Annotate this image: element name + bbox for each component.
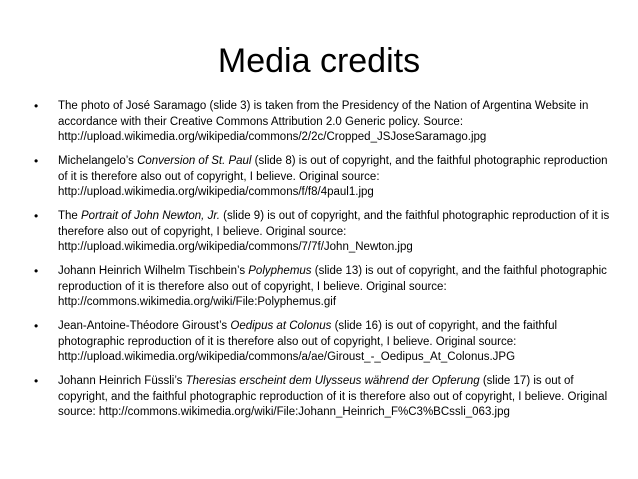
credits-list bbox=[34, 99, 614, 429]
credit-item bbox=[34, 209, 614, 256]
credit-text bbox=[58, 264, 614, 311]
credit-text bbox=[58, 209, 614, 256]
credit-item bbox=[34, 264, 614, 311]
credit-text-segment: (slide 8) is out of copyright, and the faithful photographic reproduction of it is therefore also out of copyright, I believe. Original source: http://upload.wikimedia.org/wikipedia/commons/f/f8/4paul1.jpg bbox=[58, 155, 608, 198]
credit-text-segment: (slide 17) is out of copyright, and the faithful photographic reproduction of it is therefore also out of copyright, I believe. Original source: http://commons.wikimedia.org/wiki/File:Johann_Heinrich_F%C3%BCssli_063.jpg bbox=[58, 375, 608, 418]
credit-text bbox=[58, 154, 614, 201]
credit-text bbox=[58, 319, 614, 366]
bullet-icon: • bbox=[34, 264, 39, 278]
credit-text bbox=[58, 374, 614, 421]
credit-item bbox=[34, 319, 614, 366]
credit-text-segment: The bbox=[58, 210, 82, 222]
credit-text-segment: (slide 9) is out of copyright, and the faithful photographic reproduction of it is therefore also out of copyright, I believe. Original source: http://upload.wikimedia.org/wikipedia/commons/7/7f/John_Newton.jpg bbox=[58, 210, 610, 253]
credit-text-segment: Jean-Antoine-Théodore Giroust’s bbox=[58, 320, 231, 332]
bullet-icon: • bbox=[34, 374, 39, 388]
credit-item bbox=[34, 99, 614, 146]
bullet-icon: • bbox=[34, 209, 39, 223]
bullet-icon: • bbox=[34, 99, 39, 113]
bullet-icon: • bbox=[34, 154, 39, 168]
credit-text-segment: The photo of José Saramago (slide 3) is taken from the Presidency of the Nation of Argentina Website in accordance with their Creative Commons Attribution 2.0 Generic policy. Source: http://upload.wikimedia.org/wikipedia/commons/2/2c/Cropped_JSJoseSaramago.jpg bbox=[58, 100, 589, 143]
credit-text-segment: (slide 13) is out of copyright, and the faithful photographic reproduction of it is therefore also out of copyright, I believe. Original source: http://commons.wikimedia.org/wiki/File:Polyphemus.gif bbox=[58, 265, 607, 308]
credit-text bbox=[58, 99, 614, 146]
credit-item bbox=[34, 154, 614, 201]
credit-work-title: Conversion of St. Paul bbox=[137, 155, 252, 167]
slide-title: Media credits bbox=[217, 42, 421, 80]
credit-work-title: Portrait of John Newton, Jr. bbox=[81, 210, 220, 222]
credit-text-segment: Johann Heinrich Wilhelm Tischbein’s bbox=[58, 265, 249, 277]
credit-text-segment: Johann Heinrich Füssli’s bbox=[58, 375, 186, 387]
credit-work-title: Polyphemus bbox=[248, 265, 312, 277]
credit-text-segment: Michelangelo’s bbox=[58, 155, 138, 167]
credit-work-title: Theresias erscheint dem Ulysseus während der Opferung bbox=[185, 375, 480, 387]
bullet-icon: • bbox=[34, 319, 39, 333]
credit-text-segment: (slide 16) is out of copyright, and the faithful photographic reproduction of it is therefore also out of copyright, I believe. Original source: http://upload.wikimedia.org/wikipedia/commons/a/ae/Giroust_-_Oedipus_At_Colonus.JPG bbox=[58, 320, 558, 363]
credit-item bbox=[34, 374, 614, 421]
credit-work-title: Oedipus at Colonus bbox=[230, 320, 332, 332]
